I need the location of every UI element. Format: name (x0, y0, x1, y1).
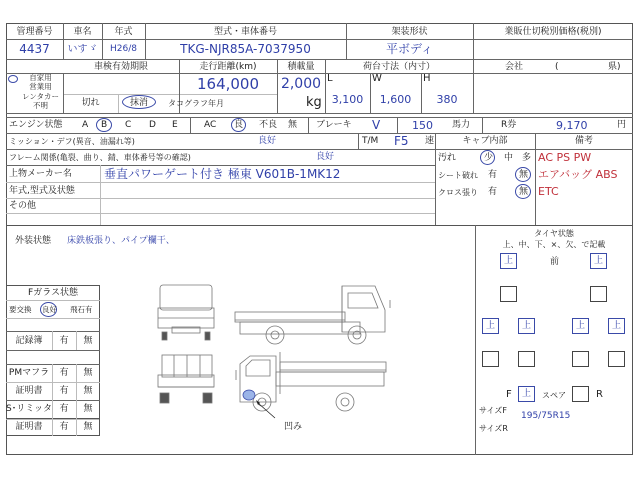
management-number: 4437 (19, 42, 50, 56)
remarks-label: 備考 (574, 136, 593, 146)
remarks-line-2: エアバッグ ABS (538, 168, 618, 181)
cloth-no[interactable]: 無 (519, 187, 529, 197)
tire-front-right[interactable]: 上 (590, 253, 607, 269)
brake-value: V (372, 118, 381, 132)
divider (6, 133, 633, 134)
ac-bad[interactable]: 不良 (259, 120, 278, 130)
transmission-label: T/M (362, 136, 379, 146)
divider (6, 331, 100, 332)
pm-muffler-yes[interactable]: 有 (59, 368, 69, 378)
speed-limiter-label: S･リミッタ (6, 404, 53, 414)
ac-good[interactable]: 良 (234, 120, 244, 130)
body-maker-value: 垂直パワーゲート付き 極東 V601B-1MK12 (104, 167, 341, 181)
divider (179, 94, 277, 95)
fglass-chip[interactable]: 飛石有 (70, 305, 93, 314)
company-label: 会社 (505, 62, 524, 72)
speed-limiter-no[interactable]: 無 (83, 404, 93, 414)
tire-front-left[interactable]: 上 (500, 253, 517, 269)
tire-front-right-2[interactable] (590, 286, 607, 302)
truck-front-view-icon (158, 285, 214, 340)
horsepower-value: 150 (412, 119, 433, 132)
engine-grade-b[interactable]: B (101, 120, 108, 130)
divider (6, 400, 100, 401)
seat-tear-yes[interactable]: 有 (488, 170, 498, 180)
cloth-label: クロス張り (438, 188, 478, 197)
model-year-label: 年式 (114, 27, 133, 37)
ac-none[interactable]: 無 (288, 120, 298, 130)
dirt-low[interactable]: 少 (484, 153, 494, 163)
remarks-line-1: AC PS PW (538, 151, 592, 164)
tire-rear-outer-right[interactable]: 上 (608, 318, 625, 334)
speed-label: 速 (425, 136, 435, 146)
mission-diff-value: 良好 (258, 136, 277, 146)
exterior-label: 外装状態 (15, 236, 52, 246)
inspection-cancelled[interactable]: 抹消 (129, 98, 148, 108)
divider (397, 117, 398, 133)
other-label: その他 (9, 201, 37, 211)
dent-marker-icon (243, 390, 255, 400)
pm-muffler-no[interactable]: 無 (83, 368, 93, 378)
bed-height: 380 (436, 93, 458, 106)
divider (100, 165, 101, 225)
ac-label: AC (204, 120, 217, 130)
truck-diagram (140, 260, 460, 420)
records-label: 記録簿 (15, 336, 43, 346)
seat-tear-label: シート破れ (438, 171, 478, 180)
car-name: いすゞ (67, 44, 98, 55)
frame-label: フレーム関係(亀裂、曲り、錆、車体番号等の確認) (9, 153, 191, 162)
body-year-model-label: 年式,型式及状態 (9, 186, 75, 196)
engine-grade-d[interactable]: D (149, 120, 156, 130)
divider (6, 165, 435, 166)
body-type: 平ボディ (385, 42, 434, 56)
seat-tear-no[interactable]: 無 (519, 170, 529, 180)
divider (52, 419, 53, 436)
mileage-label: 走行距離(km) (199, 62, 257, 72)
engine-grade-e[interactable]: E (172, 120, 178, 130)
speed-limiter-yes[interactable]: 有 (59, 404, 69, 414)
engine-grade-c[interactable]: C (125, 120, 132, 130)
pm-muffler-label: PMマフラ (8, 368, 50, 378)
divider (6, 59, 633, 60)
spare-front-label: F (506, 389, 512, 400)
tire-condition-note: 上、中、下、×、欠、で記載 (502, 240, 606, 249)
tire-rear2-4[interactable] (608, 351, 625, 367)
divider (6, 225, 633, 226)
divider (358, 133, 359, 149)
recycle-ticket-value: 9,170 (556, 119, 588, 132)
divider (190, 117, 191, 133)
recycle-ticket-label: R券 (501, 120, 517, 130)
model-chassis-label: 型式・車体番号 (213, 27, 277, 37)
divider (482, 117, 483, 133)
tire-front-left-2[interactable] (500, 286, 517, 302)
transmission-value: F5 (394, 134, 409, 148)
tire-rear2-2[interactable] (518, 351, 535, 367)
divider (6, 364, 100, 365)
bed-width: 1,600 (379, 93, 412, 106)
inspection-expired[interactable]: 切れ (81, 98, 100, 108)
spare-label: スペア (542, 391, 566, 400)
limiter-cert-label: 証明書 (15, 422, 43, 432)
divider (6, 318, 100, 319)
pm-cert-yes[interactable]: 有 (59, 386, 69, 396)
tire-spare-front[interactable]: 上 (518, 386, 535, 402)
limiter-cert-row (6, 419, 100, 436)
frame-value: 良好 (316, 152, 335, 162)
body-type-label: 架装形状 (391, 27, 428, 37)
fglass-good[interactable]: 良好 (42, 305, 57, 314)
exterior-value: 床鉄板張り、パイプ欄干、 (67, 236, 175, 246)
divider (6, 350, 100, 351)
dirt-high[interactable]: 多 (522, 153, 532, 163)
brake-label: ブレーキ (316, 120, 352, 130)
wholesale-price-label: 業販仕切税別価格(税別) (504, 27, 602, 37)
divider (475, 225, 476, 455)
tire-rear2-1[interactable] (482, 351, 499, 367)
tire-size-front-label: サイズF (479, 406, 507, 415)
divider (6, 113, 633, 114)
engine-grade-a[interactable]: A (82, 120, 89, 130)
truck-rear-view-icon (158, 355, 214, 403)
company-prefecture: 県) (608, 62, 621, 72)
bed-length-label: L (327, 73, 333, 84)
load-capacity-label: 積載量 (287, 62, 315, 72)
tachograph-label: タコグラフ年月 (168, 99, 224, 108)
divider (76, 419, 77, 436)
divider (6, 382, 100, 383)
bed-height-label: H (423, 73, 431, 84)
records-no[interactable]: 無 (83, 336, 93, 346)
management-number-label: 管理番号 (16, 27, 53, 37)
tire-spare-rear[interactable] (572, 386, 589, 402)
cab-interior-label: キャブ内部 (462, 136, 508, 146)
divider (63, 94, 179, 95)
load-capacity-value: 2,000 (280, 76, 322, 92)
tire-condition-title: タイヤ状態 (534, 229, 574, 238)
tire-front-label: 前 (550, 257, 560, 267)
usage-rental[interactable]: レンタカー (21, 92, 59, 101)
cloth-yes[interactable]: 有 (488, 187, 498, 197)
dirt-medium[interactable]: 中 (504, 153, 514, 163)
pm-cert-label: 証明書 (15, 386, 43, 396)
divider (6, 182, 435, 183)
bed-length: 3,100 (331, 93, 364, 106)
load-capacity-unit: kg (306, 95, 322, 110)
usage-selected-circle (8, 75, 18, 83)
remarks-line-3: ETC (538, 185, 559, 198)
truck-right-side-view-icon (235, 286, 390, 344)
spare-rear-label: R (596, 389, 603, 400)
model-chassis-number: TKG-NJR85A-7037950 (180, 42, 311, 56)
engine-condition-label: エンジン状態 (9, 120, 63, 130)
divider (6, 198, 435, 199)
tire-rear-inner-left[interactable]: 上 (518, 318, 535, 334)
inspection-expiry-label: 車検有効期限 (93, 62, 148, 72)
usage-private[interactable]: 自家用 (29, 73, 52, 82)
bed-width-label: W (372, 73, 382, 84)
dent-label: 凹み (284, 422, 303, 432)
bed-dimensions-label: 荷台寸法（内寸） (362, 62, 435, 72)
tire-size-front: 195/75R15 (521, 411, 571, 421)
divider (308, 117, 309, 133)
limiter-cert-yes[interactable]: 有 (59, 422, 69, 432)
usage-unknown[interactable]: 不明 (33, 101, 48, 110)
divider (6, 39, 633, 40)
usage-commercial[interactable]: 営業用 (29, 82, 52, 91)
divider (6, 300, 100, 301)
model-year: H26/8 (110, 44, 137, 54)
dirt-label: 汚れ (438, 153, 457, 163)
body-maker-label: 上物メーカー名 (9, 169, 72, 179)
mission-diff-label: ミッション・デフ(異音、油漏れ等) (9, 137, 135, 146)
tire-size-rear-label: サイズR (479, 424, 508, 433)
divider (6, 213, 435, 214)
tire-rear2-3[interactable] (572, 351, 589, 367)
tire-rear-inner-right[interactable]: 上 (572, 318, 589, 334)
tire-rear-outer-left[interactable]: 上 (482, 318, 499, 334)
limiter-cert-no[interactable]: 無 (83, 422, 93, 432)
divider (6, 73, 633, 74)
fglass-replace[interactable]: 要交換 (9, 305, 32, 314)
horsepower-label: 馬力 (452, 120, 471, 130)
records-yes[interactable]: 有 (59, 336, 69, 346)
pm-cert-no[interactable]: 無 (83, 386, 93, 396)
mileage-value: 164,000 (196, 75, 260, 93)
car-name-label: 車名 (73, 27, 92, 37)
fglass-label: Fガラス状態 (28, 288, 78, 298)
divider (6, 149, 633, 150)
company-paren: ( (555, 62, 559, 72)
recycle-ticket-unit: 円 (617, 120, 627, 130)
